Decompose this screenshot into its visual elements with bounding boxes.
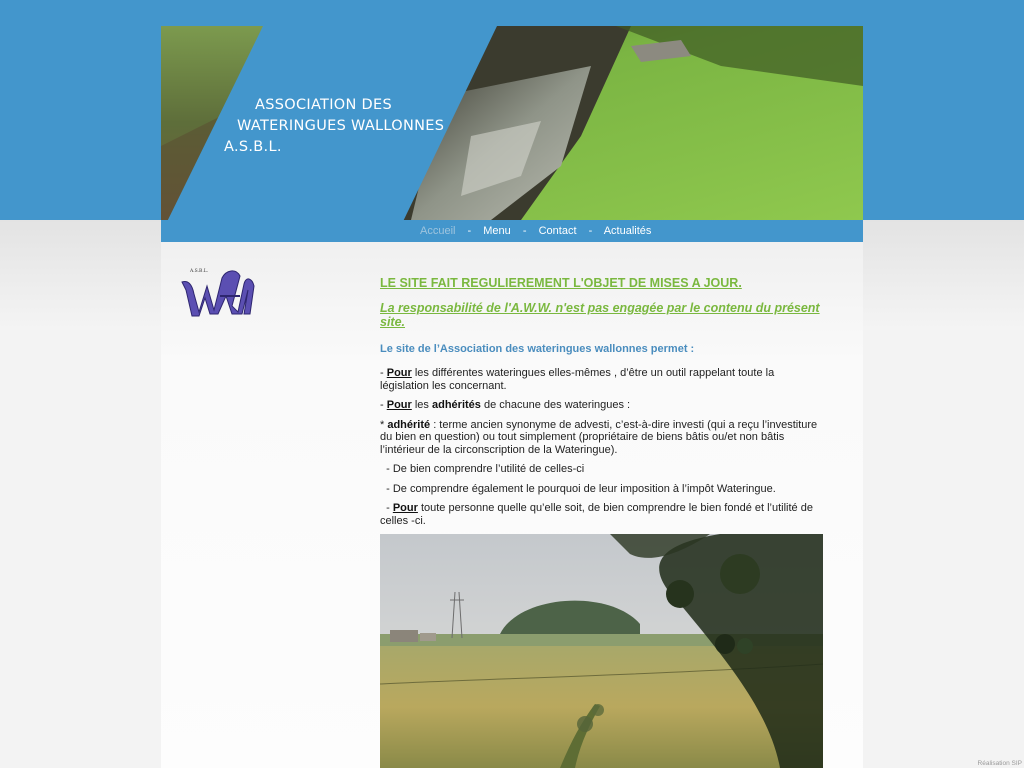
nav-separator: - <box>522 225 527 237</box>
paragraph-toute-personne <box>380 502 822 527</box>
paragraph-definition <box>380 419 822 457</box>
disclaimer-heading: La responsabilité de l'A.W.W. n'est pas engagée par le contenu du présent site. <box>380 301 820 329</box>
adherites-label: adhérités <box>431 399 481 411</box>
nav-actualites[interactable]: Actualités <box>603 225 652 237</box>
bullet-prefix: - <box>380 367 387 379</box>
logo-graphic <box>180 266 258 318</box>
paragraph-wateringues <box>380 367 822 392</box>
nav-contact[interactable]: Contact <box>538 225 577 237</box>
site-title-line-1: ASSOCIATION DES <box>255 97 392 113</box>
paragraph-adherites <box>380 399 822 412</box>
bullet-prefix: - <box>380 502 393 514</box>
nav-separator: - <box>467 225 472 237</box>
adherite-term: adhérité <box>387 418 431 431</box>
pour-label: Pour <box>392 502 418 514</box>
intro-heading: Le site de l’Association des wateringues wallonnes permet : <box>380 343 695 355</box>
update-heading: LE SITE FAIT REGULIEREMENT L'OBJET DE MISES A JOUR. <box>380 276 742 290</box>
association-logo <box>180 266 258 318</box>
page-wrapper <box>161 26 863 768</box>
landscape-graphic <box>380 534 823 768</box>
bullet-prefix: * <box>380 418 388 431</box>
site-title-line-3: A.S.B.L. <box>224 139 282 155</box>
nav-menu <box>420 220 651 242</box>
paragraph-imposition: - De comprendre également le pourquoi de leur imposition à l’impôt Wateringue. <box>380 482 776 495</box>
bullet-prefix: - <box>380 399 387 411</box>
nav-separator: - <box>588 225 593 237</box>
header-banner <box>161 26 863 220</box>
nav-menu-link[interactable]: Menu <box>483 225 511 237</box>
pour-label: Pour <box>386 367 412 379</box>
nav-accueil[interactable]: Accueil <box>420 225 456 237</box>
pour-label: Pour <box>386 399 412 411</box>
paragraph-text: les <box>411 399 432 411</box>
paragraph-text: : terme ancien synonyme de advesti, c’est-à-dire investi (qui a reçu l’investiture du bien en question) ou tout simplement (propriétaire de biens bâtis ou/et non bâtis l’intérieur de la circonscription de la Wateringue). <box>380 418 818 456</box>
nav-bar <box>161 220 863 242</box>
paragraph-text: de chacune des wateringues : <box>480 399 631 411</box>
paragraph-text: les différentes wateringues elles-mêmes , d’être un outil rappelant toute la législation les concernant. <box>380 367 775 392</box>
logo-small-text: A.S.B.L. <box>190 269 209 274</box>
paragraph-text: toute personne quelle qu’elle soit, de bien comprendre le bien fondé et l’utilité de celles -ci. <box>380 502 813 527</box>
landscape-photo <box>380 534 823 768</box>
main-content <box>380 276 822 534</box>
site-credit[interactable]: Réalisation SIP <box>977 760 1022 767</box>
site-title-line-2: WATERINGUES WALLONNES <box>237 118 445 134</box>
paragraph-utilite: - De bien comprendre l’utilité de celles-ci <box>380 463 585 475</box>
